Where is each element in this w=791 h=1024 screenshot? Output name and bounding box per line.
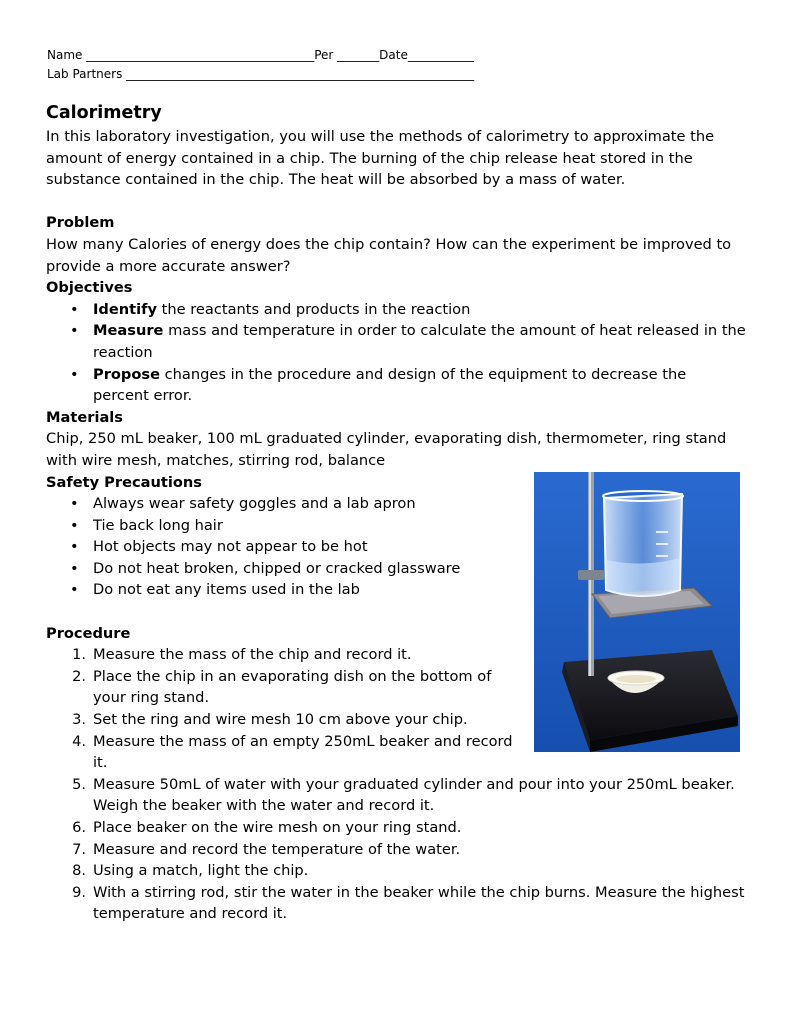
step-text: Place the chip in an evaporating dish on the bottom of your ring stand.: [93, 667, 492, 707]
list-item: [46, 666, 523, 709]
materials-text: Chip, 250 mL beaker, 100 mL graduated cylinder, evaporating dish, thermometer, ring stand with wire mesh, matches, stirring rod, balance: [46, 430, 727, 469]
safety-heading: Safety Precautions: [46, 473, 202, 491]
list-item: [46, 299, 746, 321]
step-number: 8.: [72, 862, 86, 880]
step-text: Place beaker on the wire mesh on your ring stand.: [93, 819, 462, 836]
step-number: 1.: [72, 646, 86, 664]
list-item: [46, 882, 746, 925]
list-item: [46, 320, 746, 363]
list-item: [46, 817, 746, 839]
objective-keyword: Measure: [93, 322, 164, 340]
bullet-icon: •: [70, 538, 79, 556]
step-number: 5.: [72, 775, 86, 793]
procedure-heading: Procedure: [46, 624, 131, 642]
objective-text: the reactants and products in the reaction: [157, 300, 471, 318]
objective-keyword: Identify: [93, 300, 158, 318]
safety-item-text: Do not eat any items used in the lab: [93, 581, 360, 599]
step-text: Set the ring and wire mesh 10 cm above your chip.: [93, 711, 468, 729]
step-text: Measure 50mL of water with your graduated cylinder and pour into your 250mL beaker. Weigh the beaker with the water and record it.: [93, 775, 735, 815]
step-text: Measure the mass of the chip and record it.: [93, 646, 412, 664]
safety-item-text: Hot objects may not appear to be hot: [93, 538, 368, 556]
bullet-icon: •: [70, 365, 79, 383]
list-item: [46, 774, 746, 817]
step-text: With a stirring rod, stir the water in the beaker while the chip burns. Measure the highest temperature and record it.: [93, 883, 745, 923]
name-per-date-line: Name ______________________________________Per _______Date___________: [47, 48, 474, 62]
list-item: [46, 731, 523, 774]
bullet-icon: •: [70, 581, 79, 599]
step-number: 3.: [72, 711, 86, 729]
step-number: 2.: [72, 667, 86, 685]
ring-stand-apparatus-photo: [534, 472, 740, 752]
list-item: [46, 860, 746, 882]
step-text: Measure the mass of an empty 250mL beaker and record it.: [93, 732, 513, 772]
step-number: 6.: [72, 819, 86, 836]
problem-heading: Problem: [46, 214, 115, 232]
lab-partners-line: Lab Partners __________________________________________________________: [47, 67, 475, 81]
step-text: Measure and record the temperature of the water.: [93, 840, 461, 858]
safety-item-text: Do not heat broken, chipped or cracked glassware: [93, 559, 461, 577]
bullet-icon: •: [70, 300, 79, 318]
bullet-icon: •: [70, 495, 79, 513]
ring-clamp: [578, 570, 604, 580]
objective-text: mass and temperature in order to calculate the amount of heat released in the reaction: [93, 322, 746, 361]
objectives-heading: Objectives: [46, 279, 133, 297]
beaker: [603, 491, 683, 596]
list-item: [46, 364, 746, 407]
step-number: 4.: [72, 732, 86, 750]
problem-text: How many Calories of energy does the chip contain? How can the experiment be improved to provide a more accurate answer?: [46, 235, 732, 275]
list-item: [46, 839, 746, 861]
objective-text: changes in the procedure and design of the equipment to decrease the percent error.: [93, 365, 687, 405]
bullet-icon: •: [70, 322, 79, 340]
bullet-icon: •: [70, 516, 79, 534]
step-number: 7.: [72, 840, 86, 858]
safety-item-text: Tie back long hair: [93, 516, 223, 534]
step-number: 9.: [72, 883, 86, 901]
bullet-icon: •: [70, 559, 79, 577]
safety-item-text: Always wear safety goggles and a lab apron: [93, 495, 416, 513]
intro-paragraph: In this laboratory investigation, you will use the methods of calorimetry to approximate the amount of energy contained in a chip. The burning of the chip release heat stored in the substance contained in the chip. The heat will be absorbed by a mass of water.: [46, 128, 715, 189]
step-text: Using a match, light the chip.: [93, 862, 309, 880]
objective-keyword: Propose: [93, 365, 160, 383]
materials-heading: Materials: [46, 408, 123, 426]
page-title: Calorimetry: [46, 103, 162, 123]
objectives-list: [46, 299, 746, 407]
